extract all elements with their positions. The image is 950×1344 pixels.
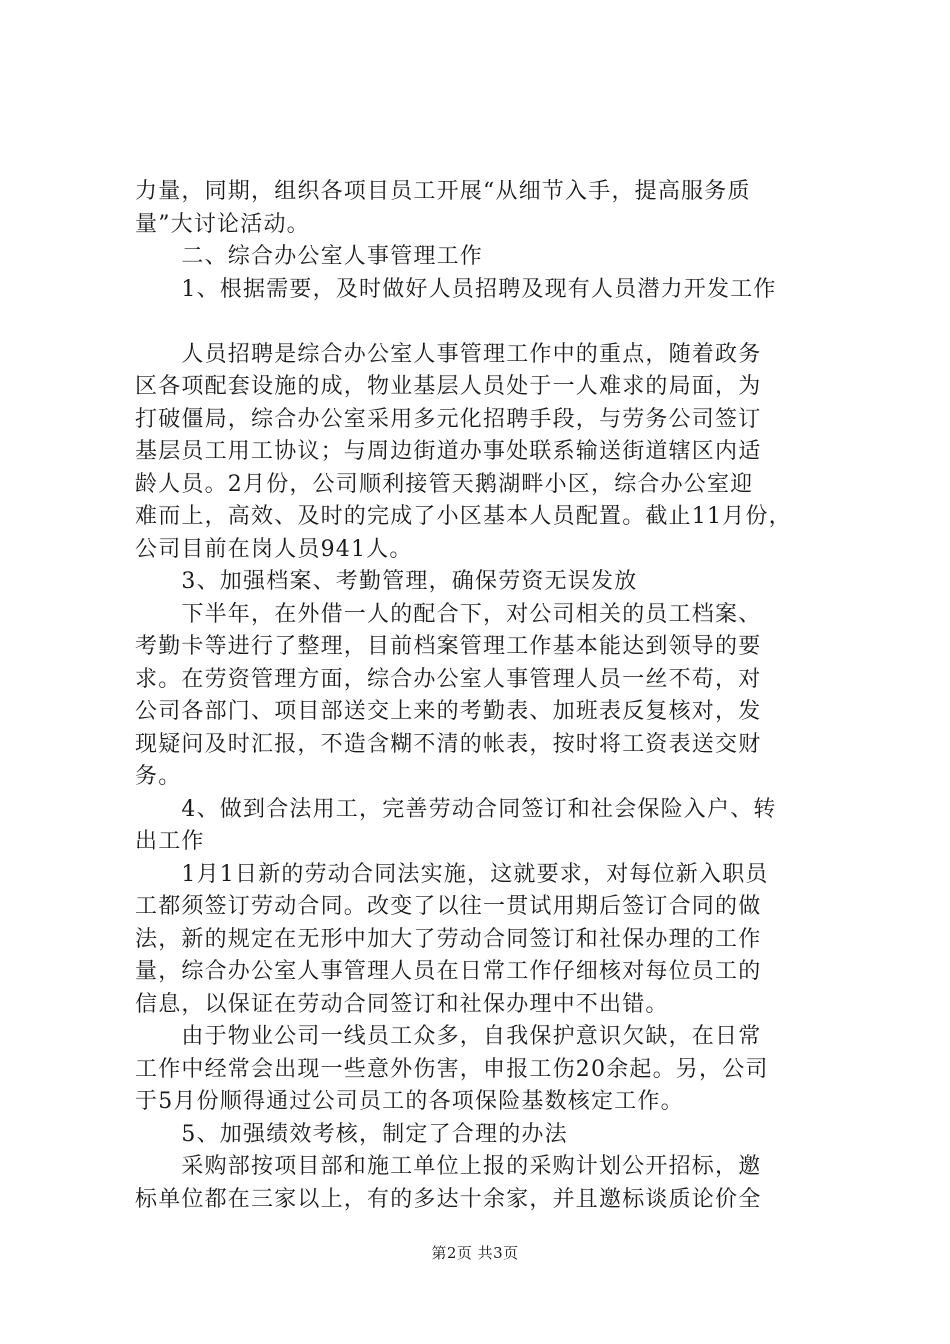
text-line: 信息，以保证在劳动合同签订和社保办理中不出错。 — [135, 991, 669, 1017]
document-body — [135, 176, 835, 1216]
text-line: 标单位都在三家以上，有的多达十余家，并且邀标谈质论价全 — [135, 1186, 762, 1212]
text-line: 考勤卡等进行了整理，目前档案管理工作基本能达到领导的要 — [135, 634, 762, 659]
text-line: 采购部按项目部和施工单位上报的采购计划公开招标，邀 — [135, 1154, 762, 1179]
text-line: 出工作 — [135, 829, 205, 854]
blank-line — [135, 306, 835, 339]
text-line: 量”大讨论活动。 — [135, 211, 310, 237]
text-line: 5、加强绩效考核，制定了合理的办法 — [135, 1121, 568, 1147]
text-line: 工都须签订劳动合同。改变了以往一贯试用期后签订合同的做 — [135, 894, 762, 919]
text-line: 法，新的规定在无形中加大了劳动合同签订和社保办理的工作 — [135, 926, 762, 952]
text-line: 量，综合办公室人事管理人员在日常工作仔细核对每位员工的 — [135, 959, 762, 984]
text-line: 公司各部门、项目部送交上来的考勤表、加班表反复核对，发 — [135, 699, 762, 724]
text-line: 于5月份顺得通过公司员工的各项保险基数核定工作。 — [135, 1089, 684, 1114]
text-line: 打破僵局，综合办公室采用多元化招聘手段，与劳务公司签订 — [135, 406, 762, 432]
page-footer: 第2页 共3页 — [431, 1244, 519, 1262]
text-line: 难而上，高效、及时的完成了小区基本人员配置。截止11月份， — [135, 504, 792, 529]
text-line: 求。在劳资管理方面，综合办公室人事管理人员一丝不苟，对 — [135, 666, 762, 692]
text-line: 下半年，在外借一人的配合下，对公司相关的员工档案、 — [135, 601, 762, 627]
text-line: 3、加强档案、考勤管理，确保劳资无误发放 — [135, 569, 638, 594]
text-line: 务。 — [135, 764, 182, 789]
text-line: 工作中经常会出现一些意外伤害，申报工伤20余起。另，公司 — [135, 1056, 769, 1082]
text-line: 现疑问及时汇报，不造含糊不清的帐表，按时将工资表送交财 — [135, 731, 762, 757]
text-line: 二、综合办公室人事管理工作 — [135, 244, 484, 269]
text-line: 1、根据需要，及时做好人员招聘及现有人员潜力开发工作 — [135, 276, 777, 302]
text-line: 力量，同期，组织各项目员工开展“从细节入手，提高服务质 — [135, 179, 751, 204]
text-line: 公司目前在岗人员941人。 — [135, 536, 413, 562]
text-line: 龄人员。2月份，公司顺利接管天鹅湖畔小区，综合办公室迎 — [135, 471, 754, 497]
text-line: 由于物业公司一线员工众多，自我保护意识欠缺，在日常 — [135, 1024, 762, 1049]
text-line: 区各项配套设施的成，物业基层人员处于一人难求的局面，为 — [135, 374, 762, 399]
text-line: 人员招聘是综合办公室人事管理工作中的重点，随着政务 — [135, 341, 762, 367]
text-line: 基层员工用工协议；与周边街道办事处联系输送街道辖区内适 — [135, 439, 762, 464]
text-line: 4、做到合法用工，完善劳动合同签订和社会保险入户、转 — [135, 796, 777, 822]
text-line: 1月1日新的劳动合同法实施，这就要求，对每位新入职员 — [135, 861, 769, 887]
